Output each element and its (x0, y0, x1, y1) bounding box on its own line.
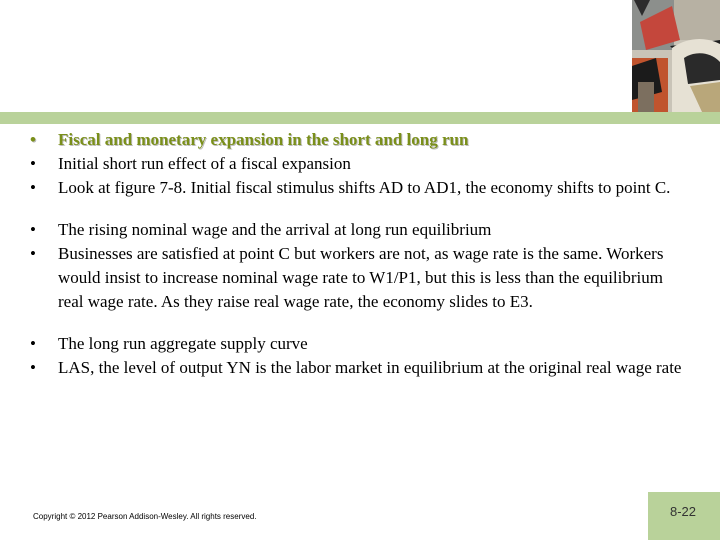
bullet-item: • LAS, the level of output YN is the labor market in equilibrium at the original real wage rate (30, 356, 690, 380)
abstract-art-icon (632, 0, 720, 112)
bullet-item: • The rising nominal wage and the arrival at long run equilibrium (30, 218, 690, 242)
bullet-item: • Businesses are satisfied at point C but workers are not, as wage rate is the same. Workers would insist to increase nominal wage rate to W1/P1, but this is less than the equilibrium real wage rate. As they raise real wage rate, the economy slides to E3. (30, 242, 690, 314)
page-number: 8-22 (669, 504, 696, 519)
bullet-heading: • Fiscal and monetary expansion in the short and long run (30, 128, 690, 152)
bullet-item: • Initial short run effect of a fiscal expansion (30, 152, 690, 176)
header-rule (0, 112, 720, 124)
bullet-item: • The long run aggregate supply curve (30, 332, 690, 356)
bullet-item: • Look at figure 7-8. Initial fiscal stimulus shifts AD to AD1, the economy shifts to point C. (30, 176, 690, 200)
copyright-footer: Copyright © 2012 Pearson Addison-Wesley. All rights reserved. (33, 512, 257, 521)
decorative-art (632, 0, 720, 112)
page-number-box (648, 492, 720, 540)
bullet-list (30, 128, 690, 380)
